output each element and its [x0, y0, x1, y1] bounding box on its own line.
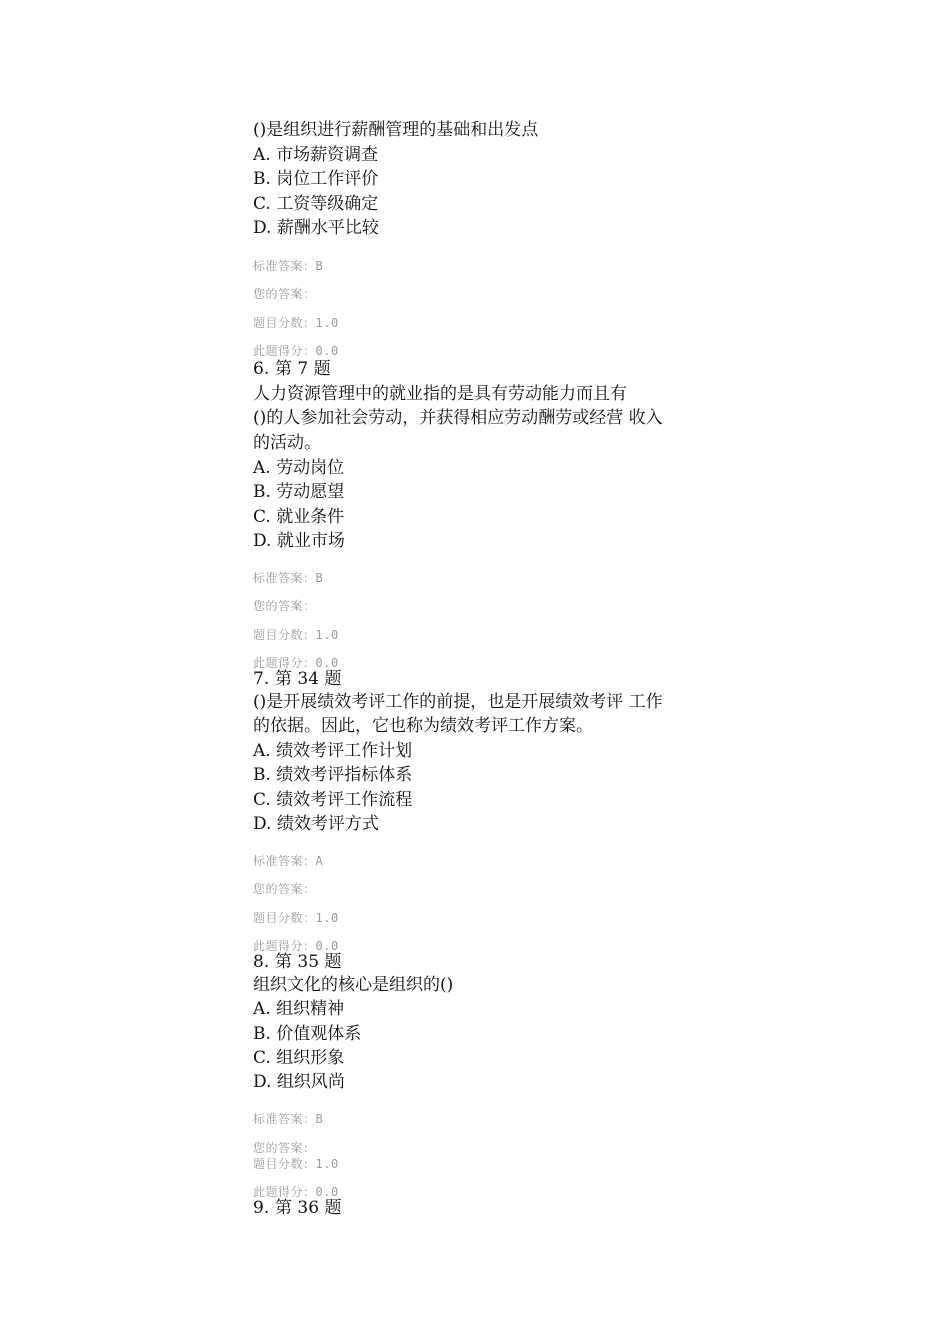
option-c: C. 绩效考评工作流程 [253, 790, 413, 810]
question-heading: 7. 第 34 题 [253, 669, 342, 689]
option-a: A. 绩效考评工作计划 [253, 741, 413, 761]
option-a: A. 组织精神 [253, 999, 345, 1019]
standard-answer: 标准答案：B [253, 571, 324, 585]
standard-answer: 标准答案：B [253, 259, 324, 273]
question-heading: 8. 第 35 题 [253, 952, 342, 972]
question-stem-line-1: ()是开展绩效考评工作的前提，也是开展绩效考评 工作 [253, 692, 663, 712]
question-stem: 组织文化的核心是组织的() [253, 975, 454, 995]
option-d: D. 就业市场 [253, 531, 345, 551]
question-stem-line-1: 人力资源管理中的就业指的是具有劳动能力而且有 [253, 384, 627, 404]
your-answer: 您的答案： [253, 882, 316, 896]
option-a: A. 市场薪资调查 [253, 145, 379, 165]
option-b: B. 劳动愿望 [253, 482, 345, 502]
question-stem-line-3: 的活动。 [253, 433, 321, 453]
question-stem-line-2: ()的人参加社会劳动，并获得相应劳动酬劳或经营 收入 [253, 408, 663, 428]
earned-score: 此题得分：0.0 [253, 656, 339, 670]
option-d: D. 绩效考评方式 [253, 814, 379, 834]
item-score: 题目分数：1.0 [253, 628, 339, 642]
option-b: B. 绩效考评指标体系 [253, 765, 413, 785]
earned-score: 此题得分：0.0 [253, 1185, 339, 1199]
item-score: 题目分数：1.0 [253, 316, 339, 330]
earned-score: 此题得分：0.0 [253, 344, 339, 358]
option-c: C. 就业条件 [253, 507, 345, 527]
earned-score: 此题得分：0.0 [253, 939, 339, 953]
option-b: B. 价值观体系 [253, 1024, 362, 1044]
standard-answer: 标准答案：B [253, 1112, 324, 1126]
question-heading: 9. 第 36 题 [253, 1198, 342, 1218]
item-score: 题目分数：1.0 [253, 1157, 339, 1171]
question-stem: ()是组织进行薪酬管理的基础和出发点 [253, 120, 539, 140]
your-answer: 您的答案： [253, 1141, 316, 1155]
question-heading: 6. 第 7 题 [253, 359, 331, 379]
option-b: B. 岗位工作评价 [253, 169, 379, 189]
option-a: A. 劳动岗位 [253, 458, 345, 478]
your-answer: 您的答案： [253, 599, 316, 613]
option-c: C. 组织形象 [253, 1048, 345, 1068]
question-stem-line-2: 的依据。因此，它也称为绩效考评工作方案。 [253, 716, 593, 736]
item-score: 题目分数：1.0 [253, 911, 339, 925]
your-answer: 您的答案： [253, 287, 316, 301]
standard-answer: 标准答案：A [253, 854, 324, 868]
option-d: D. 组织风尚 [253, 1072, 345, 1092]
option-c: C. 工资等级确定 [253, 194, 379, 214]
option-d: D. 薪酬水平比较 [253, 218, 379, 238]
